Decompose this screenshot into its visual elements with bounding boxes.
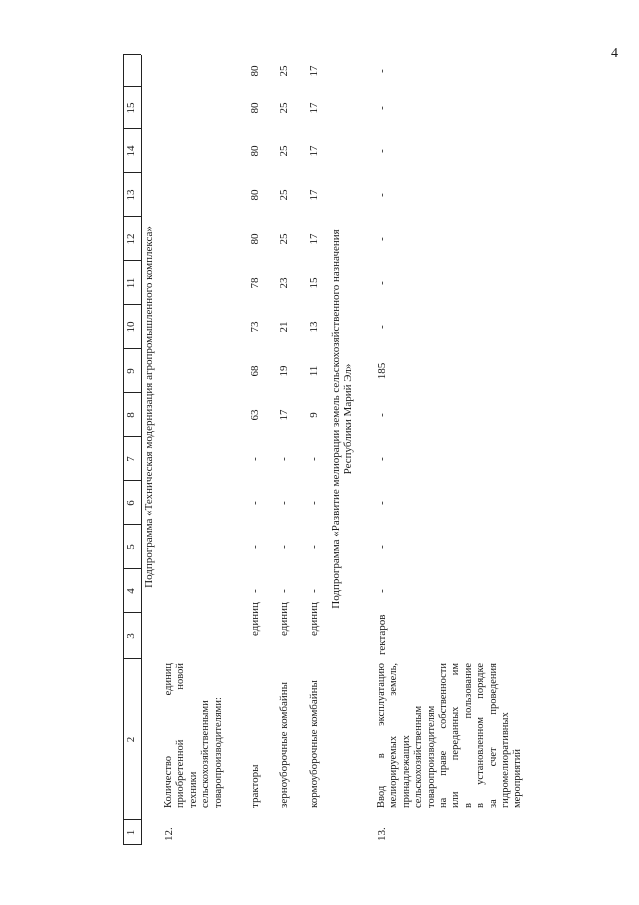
value-cell: - (376, 193, 388, 197)
header-col-14: 14 (125, 145, 137, 157)
header-col-6: 6 (125, 500, 137, 506)
value-cell: - (278, 545, 290, 549)
label-line: товаропроизводителями: (212, 697, 224, 808)
label-line: мелиорируемых земель, (388, 663, 400, 808)
rotated-table (123, 55, 531, 845)
value-cell: - (249, 457, 261, 461)
header-col-4: 4 (125, 588, 137, 594)
value-cell: 17 (308, 189, 320, 201)
label-line: за счет проведения (487, 663, 499, 808)
subprogram-heading: Подпрограмма «Техническая модернизация агропромышленного комплекса» (143, 226, 155, 588)
value-cell: - (308, 457, 320, 461)
label-line: в пользование (462, 663, 474, 808)
value-cell: 17 (308, 65, 320, 77)
label-line: гидромелиоративных (500, 712, 512, 808)
unit-cell: гектаров (376, 614, 388, 655)
label-line: мероприятий (512, 749, 524, 808)
value-cell: 73 (249, 321, 261, 333)
header-col-11: 11 (125, 277, 137, 289)
subprogram-heading (330, 169, 355, 669)
value-cell: - (308, 501, 320, 505)
value-cell: - (376, 237, 388, 241)
unit-cell: единиц (278, 602, 290, 636)
label-line: принадлежащих (400, 735, 412, 808)
value-cell: - (376, 69, 388, 73)
label-line: Количество единиц (163, 663, 174, 808)
value-cell: 15 (308, 277, 320, 289)
label-line: на праве собственности (438, 663, 450, 808)
value-cell: - (376, 545, 388, 549)
label-line: сельскохозяйственным (413, 705, 425, 808)
value-cell: - (249, 545, 261, 549)
header-col-15: 15 (125, 102, 137, 114)
page-number: 4 (611, 46, 618, 61)
value-cell: - (376, 325, 388, 329)
item-label: зерноуборочные комбайны (278, 682, 290, 808)
value-cell: - (278, 589, 290, 593)
value-cell: 80 (249, 102, 261, 114)
header-col-9: 9 (125, 368, 137, 374)
header-col-7: 7 (125, 456, 137, 462)
value-cell: 9 (308, 412, 320, 418)
item-label: тракторы (249, 764, 261, 808)
value-cell: - (249, 501, 261, 505)
subprogram-line: Республики Марий Эл» (342, 363, 355, 475)
value-cell: - (376, 413, 388, 417)
value-cell: - (376, 457, 388, 461)
unit-cell: единиц (249, 602, 261, 636)
value-cell: - (249, 589, 261, 593)
value-cell: 25 (278, 102, 290, 114)
label-line: или переданных им (450, 663, 462, 808)
value-cell: 23 (278, 277, 290, 289)
header-bottom-border (141, 55, 142, 845)
header-col-3: 3 (125, 633, 137, 639)
value-cell: 13 (308, 321, 320, 333)
value-cell: 25 (278, 189, 290, 201)
row-number: 13. (376, 827, 388, 841)
header-col-10: 10 (125, 321, 137, 333)
value-cell: 25 (278, 65, 290, 77)
value-cell: 80 (249, 65, 261, 77)
value-cell: - (376, 501, 388, 505)
value-cell: 185 (376, 362, 388, 380)
header-col-8: 8 (125, 412, 137, 418)
unit-cell: единиц (308, 602, 320, 636)
value-cell: 78 (249, 277, 261, 289)
value-cell: - (308, 545, 320, 549)
label-line: в установленном порядке (475, 663, 487, 808)
value-cell: - (376, 281, 388, 285)
label-line: товаропроизводителям (425, 705, 437, 808)
value-cell: 17 (278, 409, 290, 421)
label-line: Ввод в эксплуатацию (376, 663, 387, 808)
table-right-border (123, 54, 141, 55)
value-cell: - (278, 457, 290, 461)
header-col-2: 2 (125, 736, 137, 743)
header-col-5: 5 (125, 544, 137, 550)
label-line: приобретенной новой (175, 663, 187, 808)
value-cell: 17 (308, 145, 320, 157)
value-cell: - (308, 589, 320, 593)
value-cell: - (376, 589, 388, 593)
subprogram-line: Подпрограмма «Развитие мелиорации земель сельскохозяйственного назначения (330, 229, 342, 609)
label-line: техники (187, 771, 199, 808)
value-cell: 80 (249, 145, 261, 157)
row-13-label (376, 663, 525, 808)
value-cell: 21 (278, 321, 290, 333)
table-top-border (123, 55, 124, 845)
value-cell: - (278, 501, 290, 505)
value-cell: 25 (278, 233, 290, 245)
value-cell: - (376, 106, 388, 110)
label-line: сельскохозяйственными (200, 700, 212, 808)
value-cell: 68 (249, 365, 261, 377)
value-cell: - (376, 149, 388, 153)
row-12-label (163, 663, 225, 808)
value-cell: 19 (278, 365, 290, 377)
value-cell: 63 (249, 409, 261, 421)
header-col-13: 13 (125, 189, 137, 201)
value-cell: 80 (249, 189, 261, 201)
header-col-1: 1 (125, 829, 137, 836)
value-cell: 17 (308, 102, 320, 114)
value-cell: 11 (308, 365, 320, 377)
item-label: кормоуборочные комбайны (308, 680, 320, 808)
header-col-12: 12 (125, 233, 137, 245)
row-number: 12. (163, 827, 175, 841)
value-cell: 17 (308, 233, 320, 245)
value-cell: 25 (278, 145, 290, 157)
value-cell: 80 (249, 233, 261, 245)
